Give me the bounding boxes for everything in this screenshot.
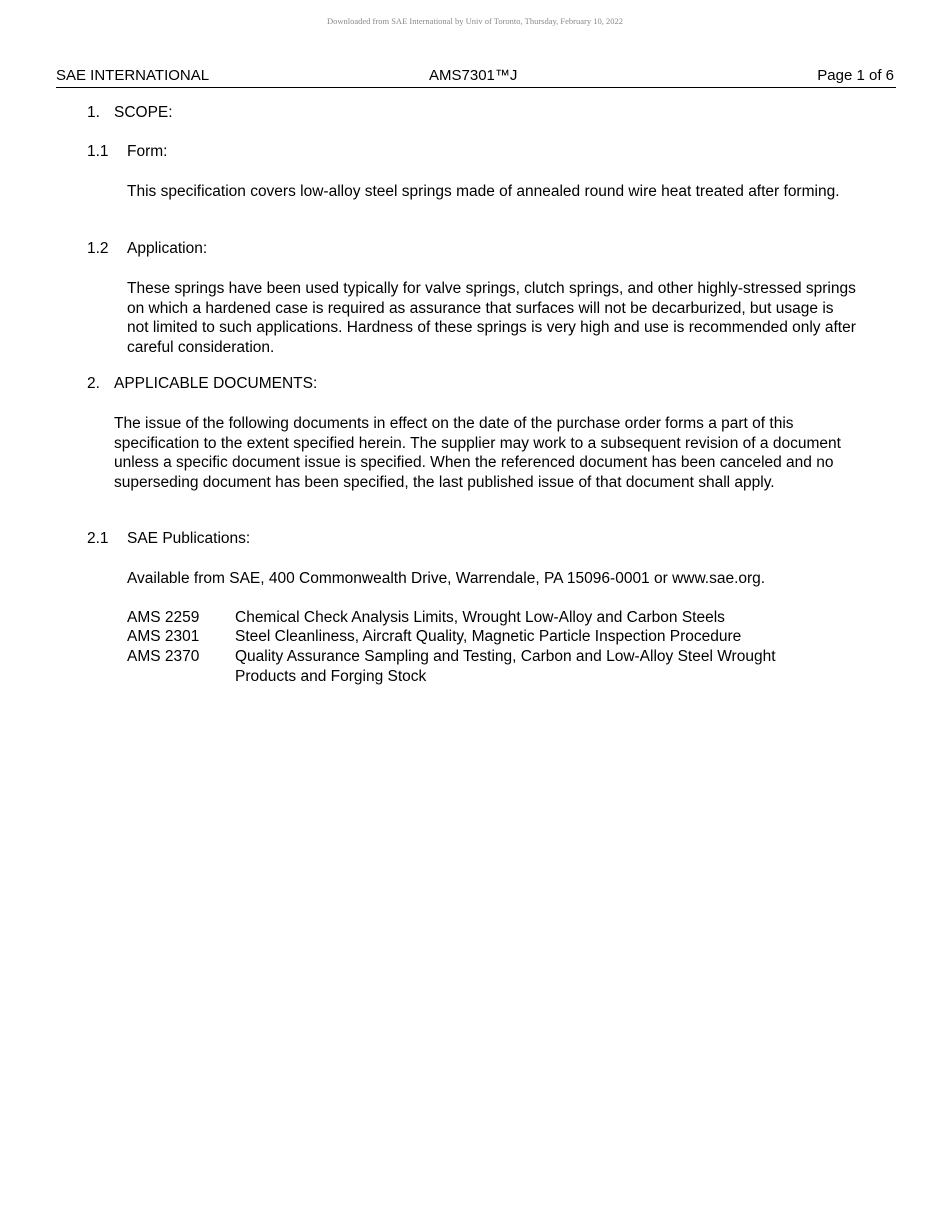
- section-2-1-text: Available from SAE, 400 Commonwealth Drive, Warrendale, PA 15096-0001 or www.sae.org.: [127, 570, 766, 587]
- section-2-text: The issue of the following documents in effect on the date of the purchase order forms a part of this specification to the extent specified herein. The supplier may work to a subsequent revision of a document unless a specific document issue is specified. When the referenced document has been canceled and no superseding document has been specified, the last published issue of that document shall apply.: [114, 415, 841, 491]
- section-1-1-text: This specification covers low-alloy steel springs made of annealed round wire heat treated after forming.: [127, 183, 840, 200]
- section-1-2-number: 1.2: [87, 240, 109, 257]
- reference-code: AMS 2370: [127, 648, 200, 665]
- header-document-id: AMS7301™J: [429, 67, 518, 84]
- section-1-title: SCOPE:: [114, 104, 173, 121]
- reference-code: AMS 2301: [127, 628, 200, 645]
- page-header: [56, 67, 896, 88]
- reference-title: Quality Assurance Sampling and Testing, Carbon and Low-Alloy Steel Wrought Products and Forging Stock: [235, 648, 776, 685]
- section-2-number: 2.: [87, 375, 100, 392]
- header-organization: SAE INTERNATIONAL: [56, 67, 210, 84]
- section-1-1-title: Form:: [127, 143, 168, 160]
- section-2-title: APPLICABLE DOCUMENTS:: [114, 375, 318, 392]
- section-2-1-title: SAE Publications:: [127, 530, 251, 547]
- section-1-2-text: These springs have been used typically for valve springs, clutch springs, and other highly-stressed springs on which a hardened case is required as assurance that surfaces will not be decarburized, but usage is not limited to such applications. Hardness of these springs is very high and use is recommended only after careful consideration.: [127, 280, 856, 356]
- download-watermark: Downloaded from SAE International by Univ of Toronto, Thursday, February 10, 2022: [327, 16, 623, 26]
- section-1-number: 1.: [87, 104, 100, 121]
- reference-code: AMS 2259: [127, 609, 200, 626]
- reference-title: Chemical Check Analysis Limits, Wrought Low-Alloy and Carbon Steels: [235, 609, 725, 626]
- header-page-number: Page 1 of 6: [817, 67, 894, 84]
- section-1-1-number: 1.1: [87, 143, 109, 160]
- section-1-2-title: Application:: [127, 240, 208, 257]
- section-2-1-number: 2.1: [87, 530, 109, 547]
- reference-title: Steel Cleanliness, Aircraft Quality, Magnetic Particle Inspection Procedure: [235, 628, 742, 645]
